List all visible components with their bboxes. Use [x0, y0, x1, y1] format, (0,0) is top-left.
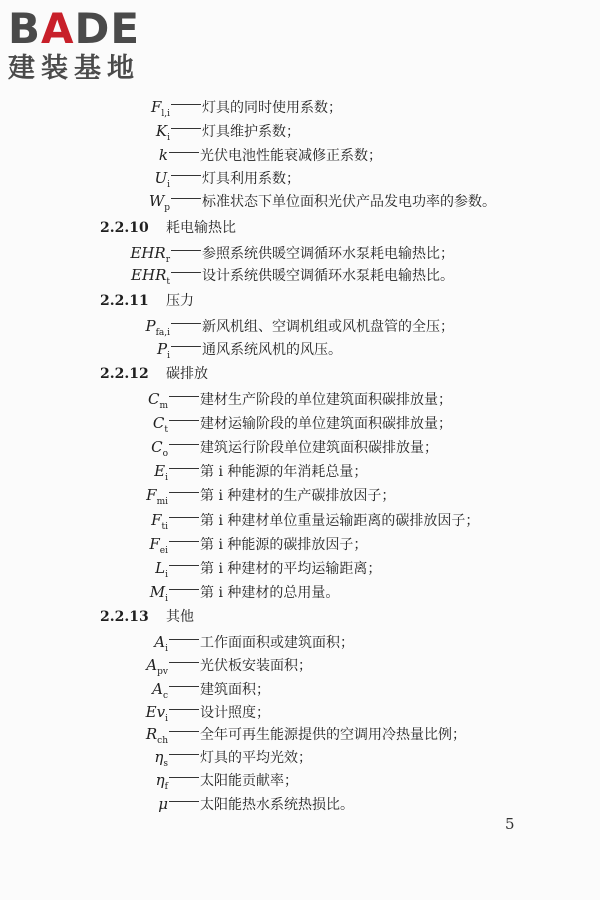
- symbol-description: 新风机组、空调机组或风机盘管的全压；: [202, 319, 454, 335]
- symbol-description: 设计照度；: [200, 705, 270, 721]
- em-dash: [169, 777, 199, 778]
- symbol: $P_i$: [157, 340, 170, 361]
- symbol-definition-row: [0, 581, 339, 603]
- symbol: $E_i$: [154, 462, 168, 483]
- symbol-definition-row: [0, 144, 382, 166]
- symbol-definition-row: [0, 654, 312, 676]
- symbol-description: 设计系统供暖空调循环水泵耗电输热比。: [202, 268, 454, 284]
- symbol-definition-row: [0, 412, 452, 434]
- em-dash: [169, 517, 199, 518]
- section-number: 2.2.13: [100, 609, 149, 625]
- symbol-definition-row: [0, 120, 300, 142]
- section-number: 2.2.11: [100, 293, 149, 309]
- symbol-definition-row: [0, 167, 300, 189]
- symbol: $F_{mi}$: [146, 486, 168, 507]
- em-dash: [169, 662, 199, 663]
- symbol: $A_i$: [154, 633, 168, 654]
- symbol: $EHR_t$: [131, 266, 170, 287]
- em-dash: [171, 323, 201, 324]
- logo-accent-letter: A: [41, 4, 75, 53]
- section-heading: [100, 606, 194, 628]
- symbol-description: 灯具维护系数；: [202, 124, 300, 140]
- symbol-definition-row: [0, 631, 354, 653]
- section-number: 2.2.12: [100, 366, 149, 382]
- symbol-definition-row: [0, 484, 395, 506]
- symbol-description: 标准状态下单位面积光伏产品发电功率的参数。: [202, 194, 496, 210]
- symbol-description: 第 i 种能源的碳排放因子；: [200, 537, 368, 553]
- symbol: $\eta_f$: [155, 771, 168, 792]
- symbol-description: 参照系统供暖空调循环水泵耗电输热比；: [202, 246, 454, 262]
- section-heading: [100, 363, 208, 385]
- symbol-description: 太阳能贡献率；: [200, 773, 298, 789]
- symbol-description: 光伏电池性能衰减修正系数；: [200, 148, 382, 164]
- logo-wordmark: BADE: [8, 4, 141, 53]
- symbol: $A_c$: [152, 680, 168, 701]
- symbol: $C_m$: [147, 390, 168, 411]
- symbol-definition-row: [0, 190, 496, 212]
- symbol: $A_{pv}$: [146, 656, 168, 677]
- section-number: 2.2.10: [100, 220, 149, 236]
- em-dash: [169, 709, 199, 710]
- symbol-definition-row: [0, 701, 270, 723]
- symbol: $U_i$: [154, 169, 170, 190]
- em-dash: [171, 104, 201, 105]
- section-title: 耗电输热比: [166, 220, 236, 236]
- em-dash: [169, 152, 199, 153]
- em-dash: [171, 346, 201, 347]
- symbol-definition-row: [0, 338, 342, 360]
- symbol: $C_o$: [151, 438, 168, 459]
- symbol-definition-row: [0, 746, 312, 768]
- symbol: $\eta_s$: [154, 748, 168, 769]
- em-dash: [169, 420, 199, 421]
- symbol-definition-row: [0, 557, 381, 579]
- symbol-definition-row: [0, 678, 270, 700]
- symbol-definition-row: [0, 96, 342, 118]
- section-heading: [100, 290, 194, 312]
- logo-chinese-name: 建装基地: [8, 53, 140, 84]
- symbol-description: 建材生产阶段的单位建筑面积碳排放量；: [200, 392, 452, 408]
- em-dash: [171, 272, 201, 273]
- em-dash: [169, 468, 199, 469]
- symbol: $F_{ti}$: [151, 511, 168, 532]
- symbol-description: 全年可再生能源提供的空调用冷热量比例；: [200, 727, 466, 743]
- em-dash: [169, 801, 199, 802]
- section-title: 压力: [166, 293, 194, 309]
- symbol-description: 第 i 种建材的平均运输距离；: [200, 561, 382, 577]
- symbol: $C_t$: [152, 414, 168, 435]
- symbol-definition-row: [0, 533, 367, 555]
- symbol-description: 工作面面积或建筑面积；: [200, 635, 354, 651]
- section-title: 其他: [166, 609, 194, 625]
- section-heading: [100, 217, 236, 239]
- symbol: $P_{fa,i}$: [145, 317, 170, 338]
- symbol-description: 建筑运行阶段单位建筑面积碳排放量；: [200, 440, 438, 456]
- symbol-definition-row: [0, 388, 452, 410]
- symbol-description: 建筑面积；: [200, 682, 270, 698]
- page-number: 5: [505, 815, 515, 833]
- symbol-description: 太阳能热水系统热损比。: [200, 797, 354, 813]
- symbol-description: 建材运输阶段的单位建筑面积碳排放量；: [200, 416, 452, 432]
- symbol-description: 第 i 种建材的总用量。: [200, 585, 340, 601]
- symbol-description: 第 i 种能源的年消耗总量；: [200, 464, 368, 480]
- symbol-definition-row: [0, 793, 354, 815]
- symbol: $F_{l,i}$: [150, 98, 170, 119]
- symbol: $L_i$: [155, 559, 168, 580]
- symbol-definition-row: [0, 242, 454, 264]
- symbol-description: 灯具的同时使用系数；: [202, 100, 342, 116]
- symbol: $F_{ei}$: [149, 535, 168, 556]
- section-title: 碳排放: [166, 366, 208, 382]
- symbol-description: 光伏板安装面积；: [200, 658, 312, 674]
- em-dash: [171, 128, 201, 129]
- symbol-description: 灯具的平均光效；: [200, 750, 312, 766]
- em-dash: [169, 686, 199, 687]
- em-dash: [171, 250, 201, 251]
- symbol-definition-row: [0, 264, 454, 286]
- symbol: $W_p$: [148, 192, 170, 213]
- em-dash: [169, 565, 199, 566]
- symbol-description: 灯具利用系数；: [202, 171, 300, 187]
- em-dash: [169, 754, 199, 755]
- em-dash: [171, 175, 201, 176]
- symbol-definition-row: [0, 315, 454, 337]
- symbol-description: 第 i 种建材单位重量运输距离的碳排放因子；: [200, 513, 480, 529]
- em-dash: [171, 198, 201, 199]
- symbol-description: 通风系统风机的风压。: [202, 342, 342, 358]
- symbol-definition-row: [0, 723, 466, 745]
- symbol: k: [158, 146, 168, 164]
- symbol: $K_i$: [155, 122, 170, 143]
- em-dash: [169, 444, 199, 445]
- em-dash: [169, 589, 199, 590]
- em-dash: [169, 492, 199, 493]
- em-dash: [169, 541, 199, 542]
- symbol-description: 第 i 种建材的生产碳排放因子；: [200, 488, 396, 504]
- symbol: $R_{ch}$: [145, 725, 168, 746]
- em-dash: [169, 396, 199, 397]
- symbol: $Ev_i$: [145, 703, 168, 724]
- em-dash: [169, 639, 199, 640]
- symbol-definition-row: [0, 769, 298, 791]
- em-dash: [169, 731, 199, 732]
- symbol-definition-row: [0, 460, 367, 482]
- symbol: $EHR_r$: [130, 244, 170, 265]
- symbol: $M_i$: [149, 583, 168, 604]
- symbol-definition-row: [0, 509, 479, 531]
- symbol-definition-row: [0, 436, 438, 458]
- symbol: μ: [158, 795, 168, 813]
